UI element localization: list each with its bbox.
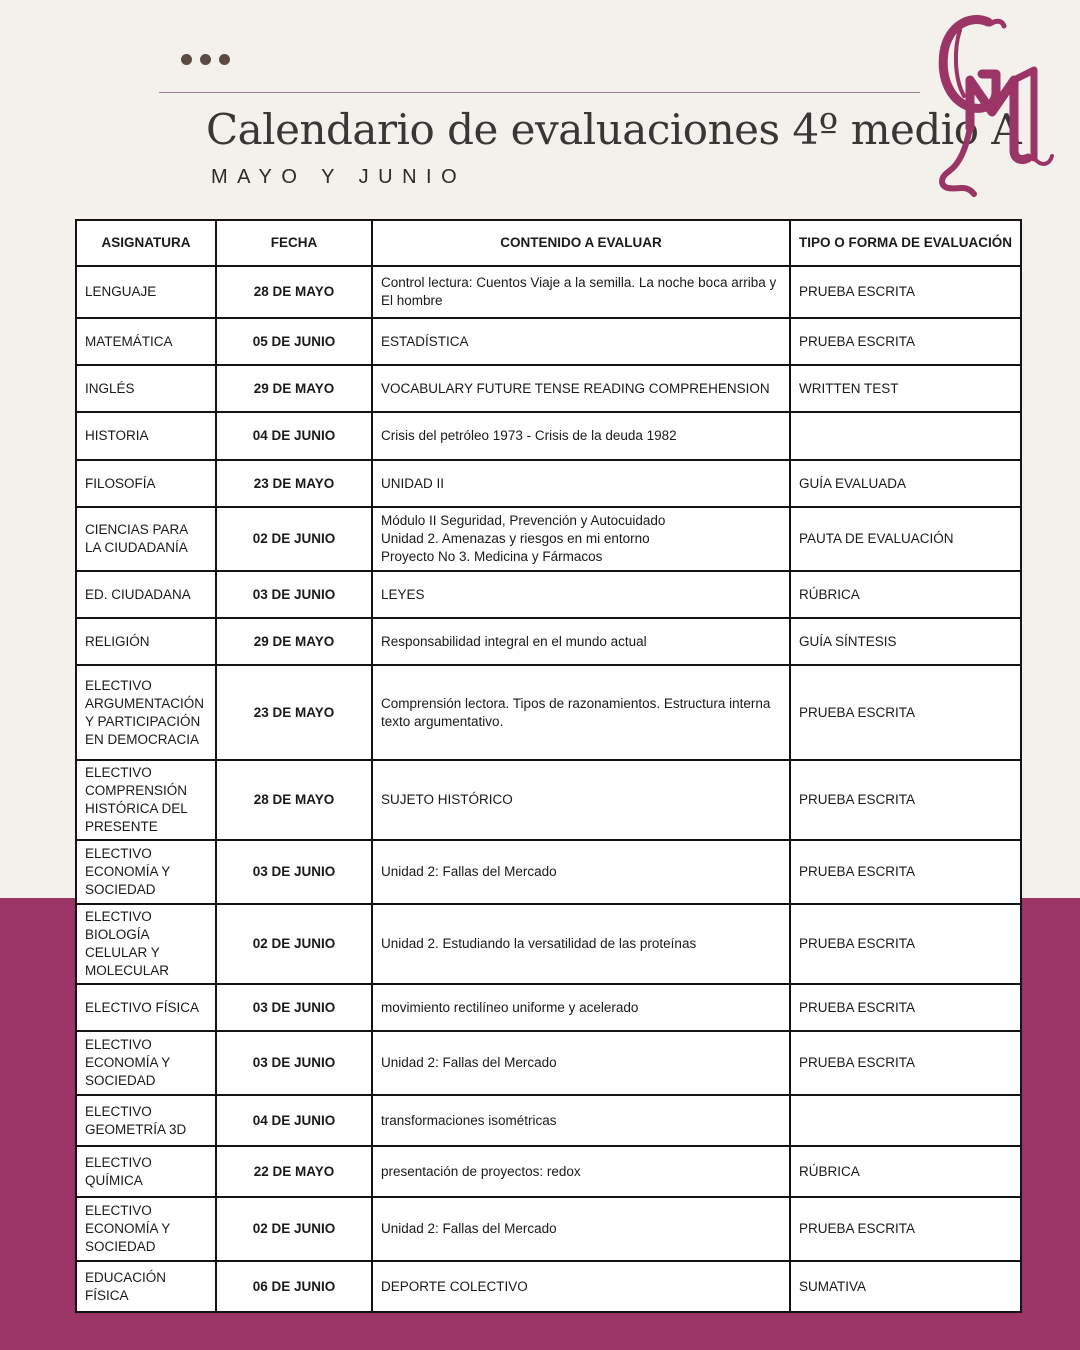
cell-content <box>372 507 790 571</box>
cell-date-text: 02 DE JUNIO <box>252 936 336 951</box>
cell-type-text: SUMATIVA <box>799 1278 867 1294</box>
cell-date <box>216 618 372 665</box>
cell-content <box>372 266 790 318</box>
cell-type <box>790 1197 1021 1261</box>
cell-content-text: VOCABULARY FUTURE TENSE READING COMPREHENSION <box>381 380 770 396</box>
cell-content-text: Unidad 2: Fallas del Mercado <box>381 864 557 879</box>
cell-content <box>372 365 790 412</box>
cell-type <box>790 460 1021 507</box>
cell-content <box>372 840 790 904</box>
table-row <box>76 840 1021 904</box>
cell-content-text: Unidad 2: Fallas del Mercado <box>381 1221 557 1236</box>
cell-type-text: PRUEBA ESCRITA <box>799 284 916 299</box>
table-row <box>76 571 1021 618</box>
cell-subject <box>76 840 216 904</box>
cell-date-text: 03 DE JUNIO <box>252 586 336 602</box>
cell-content <box>372 1031 790 1095</box>
cell-content <box>372 318 790 365</box>
table-row <box>76 507 1021 571</box>
cell-date-text: 28 DE MAYO <box>253 792 335 807</box>
cell-subject <box>76 665 216 760</box>
cell-subject-text: ELECTIVO ECONOMÍA Y SOCIEDAD <box>85 1203 171 1254</box>
cell-date <box>216 984 372 1031</box>
cell-type <box>790 1031 1021 1095</box>
table-row <box>76 460 1021 507</box>
cell-date-text: 03 DE JUNIO <box>252 999 336 1015</box>
table-row <box>76 618 1021 665</box>
cell-subject <box>76 1146 216 1197</box>
cell-type-text: PRUEBA ESCRITA <box>799 864 916 879</box>
cell-content <box>372 571 790 618</box>
cell-type-text: RÚBRICA <box>799 586 860 602</box>
column-header-date: FECHA <box>216 220 372 266</box>
column-header-content: CONTENIDO A EVALUAR <box>372 220 790 266</box>
cell-content-text: UNIDAD II <box>381 475 445 491</box>
cell-type-text: PRUEBA ESCRITA <box>799 936 916 951</box>
cell-type-text: PRUEBA ESCRITA <box>799 333 916 349</box>
cell-date <box>216 318 372 365</box>
cell-subject-text: ELECTIVO BIOLOGÍA CELULAR Y MOLECULAR <box>85 909 170 978</box>
dot <box>181 54 192 65</box>
cell-content-text: Responsabilidad integral en el mundo actual <box>381 633 647 649</box>
cell-content-text: transformaciones isométricas <box>381 1112 557 1128</box>
cell-date-text: 03 DE JUNIO <box>252 864 336 879</box>
cell-subject <box>76 318 216 365</box>
cell-subject <box>76 984 216 1031</box>
table-row <box>76 1261 1021 1312</box>
cell-date <box>216 1095 372 1146</box>
cell-type <box>790 1261 1021 1312</box>
cell-date <box>216 460 372 507</box>
cell-subject-text: HISTORIA <box>85 428 149 443</box>
cell-subject-text: ELECTIVO QUÍMICA <box>85 1154 152 1188</box>
table-row <box>76 665 1021 760</box>
cell-date-text: 06 DE JUNIO <box>252 1278 336 1294</box>
cell-date-text: 04 DE JUNIO <box>252 1112 336 1128</box>
cell-date-text: 23 DE MAYO <box>253 475 335 491</box>
cell-subject <box>76 1095 216 1146</box>
cell-content-text: DEPORTE COLECTIVO <box>381 1278 528 1294</box>
cell-subject-text: ELECTIVO ARGUMENTACIÓN Y PARTICIPACIÓN EN DEMOCRACIA <box>85 677 205 747</box>
cell-content-text: Crisis del petróleo 1973 - Crisis de la deuda 1982 <box>381 428 677 443</box>
cell-subject-text: MATEMÁTICA <box>85 333 173 349</box>
cell-subject-text: LENGUAJE <box>85 284 157 299</box>
cell-date <box>216 665 372 760</box>
cell-subject-text: EDUCACIÓN FÍSICA <box>85 1269 167 1303</box>
cell-type-text: GUÍA SÍNTESIS <box>799 633 897 649</box>
cell-subject <box>76 571 216 618</box>
cell-subject <box>76 412 216 460</box>
cell-content-text: Comprensión lectora. Tipos de razonamientos. Estructura interna texto argumentativo. <box>381 695 771 729</box>
table-header-row <box>76 220 1021 266</box>
cell-subject <box>76 1031 216 1095</box>
cell-type-text: WRITTEN TEST <box>799 380 899 396</box>
cell-type <box>790 618 1021 665</box>
page-subtitle: MAYO Y JUNIO <box>211 166 467 188</box>
cell-content-text: Módulo II Seguridad, Prevención y Autocuidado Unidad 2. Amenazas y riesgos en mi entorno Proyecto No 3. Medicina y Fármacos <box>381 513 666 564</box>
cell-subject-text: FILOSOFÍA <box>85 475 156 491</box>
cell-content <box>372 1095 790 1146</box>
cell-subject <box>76 365 216 412</box>
cell-content-text: LEYES <box>381 586 425 602</box>
cell-content <box>372 1197 790 1261</box>
table-row <box>76 1095 1021 1146</box>
cell-type <box>790 1095 1021 1146</box>
table-row <box>76 1031 1021 1095</box>
cell-type <box>790 318 1021 365</box>
cell-date <box>216 266 372 318</box>
cell-type <box>790 365 1021 412</box>
table-row <box>76 760 1021 840</box>
cell-type-text: GUÍA EVALUADA <box>799 475 907 491</box>
page-title: Calendario de evaluaciones 4º medio A <box>206 105 1022 154</box>
cell-content-text: presentación de proyectos: redox <box>381 1163 581 1179</box>
cell-date <box>216 365 372 412</box>
cell-date-text: 05 DE JUNIO <box>252 333 336 349</box>
table-row <box>76 412 1021 460</box>
cell-type-text: PRUEBA ESCRITA <box>799 1055 916 1070</box>
cell-type <box>790 904 1021 984</box>
cell-date <box>216 412 372 460</box>
cell-date <box>216 1031 372 1095</box>
cell-type <box>790 266 1021 318</box>
cell-content <box>372 984 790 1031</box>
cell-date <box>216 1146 372 1197</box>
cell-date-text: 22 DE MAYO <box>253 1163 335 1179</box>
cell-date-text: 29 DE MAYO <box>253 380 335 396</box>
cell-content-text: ESTADÍSTICA <box>381 333 469 349</box>
table-row <box>76 266 1021 318</box>
cell-type-text: PRUEBA ESCRITA <box>799 792 916 807</box>
cell-type <box>790 507 1021 571</box>
cell-type-text: PRUEBA ESCRITA <box>799 999 916 1015</box>
cell-subject-text: ELECTIVO ECONOMÍA Y SOCIEDAD <box>85 846 171 897</box>
cell-subject-text: ED. CIUDADANA <box>85 586 191 602</box>
cell-subject <box>76 1261 216 1312</box>
cell-date-text: 02 DE JUNIO <box>252 1221 336 1236</box>
table-row <box>76 904 1021 984</box>
cell-subject-text: RELIGIÓN <box>85 633 150 649</box>
cell-subject-text: ELECTIVO GEOMETRÍA 3D <box>85 1103 187 1137</box>
cell-content <box>372 1146 790 1197</box>
cell-content <box>372 1261 790 1312</box>
cell-subject <box>76 460 216 507</box>
cell-type <box>790 412 1021 460</box>
table-row <box>76 365 1021 412</box>
cell-type <box>790 665 1021 760</box>
cell-date-text: 29 DE MAYO <box>253 633 335 649</box>
cell-subject <box>76 507 216 571</box>
cell-content-text: Unidad 2. Estudiando la versatilidad de las proteínas <box>381 936 697 951</box>
cell-type <box>790 571 1021 618</box>
cell-subject <box>76 760 216 840</box>
cell-content <box>372 665 790 760</box>
cell-date <box>216 571 372 618</box>
cell-type <box>790 1146 1021 1197</box>
cell-type-text: RÚBRICA <box>799 1163 860 1179</box>
cell-type-text: PAUTA DE EVALUACIÓN <box>799 531 954 546</box>
cell-content <box>372 460 790 507</box>
cell-date <box>216 1197 372 1261</box>
table-row <box>76 984 1021 1031</box>
cell-date <box>216 507 372 571</box>
cell-date <box>216 1261 372 1312</box>
cell-subject-text: CIENCIAS PARA LA CIUDADANÍA <box>85 522 188 555</box>
cell-content-text: Control lectura: Cuentos Viaje a la semilla. La noche boca arriba y El hombre <box>381 275 777 308</box>
cell-date <box>216 904 372 984</box>
cell-date-text: 02 DE JUNIO <box>252 531 336 546</box>
cell-subject-text: ELECTIVO ECONOMÍA Y SOCIEDAD <box>85 1037 171 1088</box>
cell-type-text: PRUEBA ESCRITA <box>799 1221 916 1236</box>
cell-subject-text: ELECTIVO FÍSICA <box>85 999 200 1015</box>
cell-type <box>790 760 1021 840</box>
header-divider <box>159 92 920 93</box>
column-header-subject: ASIGNATURA <box>76 220 216 266</box>
cell-type-text: PRUEBA ESCRITA <box>799 704 916 720</box>
cell-date-text: 03 DE JUNIO <box>252 1055 336 1070</box>
cell-content <box>372 904 790 984</box>
cell-date <box>216 760 372 840</box>
cell-type <box>790 840 1021 904</box>
cell-subject-text: ELECTIVO COMPRENSIÓN HISTÓRICA DEL PRESENTE <box>85 765 188 834</box>
cell-subject <box>76 266 216 318</box>
school-monogram-logo <box>930 8 1060 198</box>
cell-date-text: 23 DE MAYO <box>253 704 335 720</box>
dot <box>219 54 230 65</box>
column-header-type: TIPO O FORMA DE EVALUACIÓN <box>790 220 1021 266</box>
cell-content <box>372 618 790 665</box>
cell-subject <box>76 1197 216 1261</box>
cell-date-text: 28 DE MAYO <box>253 284 335 299</box>
cell-date <box>216 840 372 904</box>
cell-content <box>372 760 790 840</box>
cell-type <box>790 984 1021 1031</box>
cell-content-text: movimiento rectilíneo uniforme y acelerado <box>381 999 639 1015</box>
evaluation-table <box>75 219 1020 1313</box>
dots-icon <box>181 54 230 65</box>
table-row <box>76 318 1021 365</box>
table-row <box>76 1146 1021 1197</box>
cell-content-text: Unidad 2: Fallas del Mercado <box>381 1055 557 1070</box>
cell-subject <box>76 904 216 984</box>
table-row <box>76 1197 1021 1261</box>
cell-content-text: SUJETO HISTÓRICO <box>381 792 513 807</box>
cell-subject-text: INGLÉS <box>85 380 135 396</box>
cell-content <box>372 412 790 460</box>
dot <box>200 54 211 65</box>
cell-subject <box>76 618 216 665</box>
cell-date-text: 04 DE JUNIO <box>252 428 336 443</box>
